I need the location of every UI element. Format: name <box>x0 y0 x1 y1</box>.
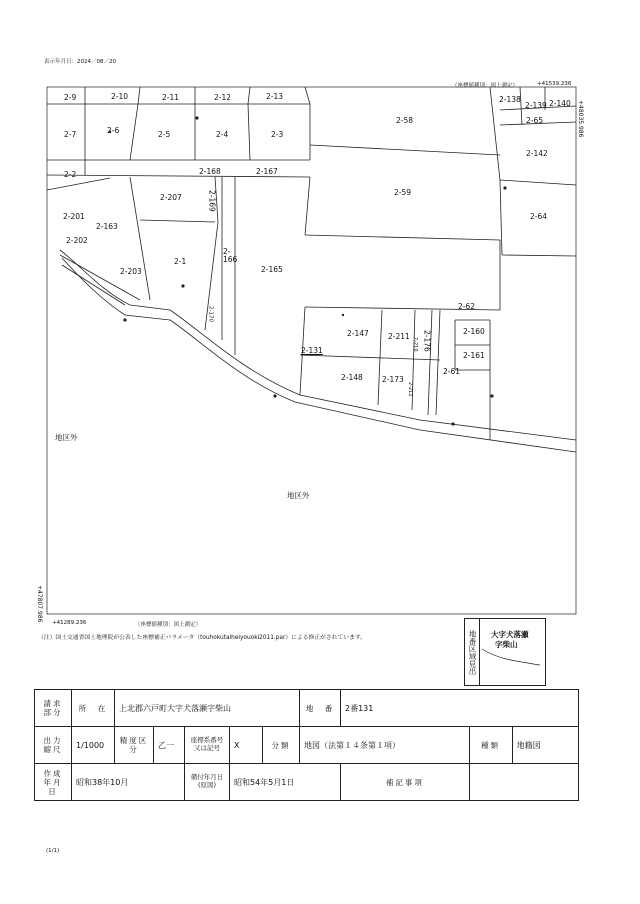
parcel-label: 2-147 <box>347 329 369 338</box>
parcel-label: 2-168 <box>199 167 221 176</box>
parcel-label: 2-59 <box>394 188 412 197</box>
parcel-label: 2-201 <box>63 212 85 221</box>
parcel-label: 2-61 <box>443 367 461 376</box>
class-value: 地図（法第１４条第１項） <box>300 727 470 764</box>
parcel-label: 2-140 <box>549 99 571 108</box>
lot-value: 2番131 <box>341 690 579 727</box>
parcel-label: 2-4 <box>216 130 229 139</box>
supplement-label: 補記事項 <box>341 764 470 801</box>
inset-area-line1: 大字犬落瀬 <box>491 630 529 639</box>
parcel-label: 2-176 <box>422 330 432 352</box>
page-indicator: (1/1) <box>46 848 60 854</box>
parcel-label: 2-2 <box>64 170 77 179</box>
parcel-label: 2-169 <box>207 190 217 212</box>
parcel-label: 2-12 <box>214 93 232 102</box>
parcel-label: 2-167 <box>256 167 278 176</box>
parcel-label: 2-166 <box>223 247 238 264</box>
inset-map-outline <box>480 647 544 683</box>
parcel-label: 2-6 <box>107 126 120 135</box>
parcel-label: 2-5 <box>158 130 171 139</box>
location-value: 上北郡六戸町大字犬落瀬字柴山 <box>115 690 300 727</box>
requester-label: 請求部分 <box>35 690 72 727</box>
parcel-label: 2-3 <box>271 130 284 139</box>
scale-label: 出力縮尺 <box>35 727 72 764</box>
correction-note: （注）国土交通省国土地理院が公表した座標補正パラメータ（touhokutaiheiyouoki2011.par）による修正がされています。 <box>38 635 367 641</box>
type-label: 種類 <box>469 727 512 764</box>
parcel-label: 2-163 <box>96 222 118 231</box>
parcel-label: 2-212 <box>407 382 413 397</box>
outside-area-label: 地区外 <box>55 433 78 442</box>
lot-area-index <box>464 618 546 686</box>
parcel-label: 2-10 <box>111 92 129 101</box>
parcel-label: 2-64 <box>530 212 548 221</box>
parcel-label: 2-1 <box>174 257 187 266</box>
location-label: 所 在 <box>72 690 115 727</box>
coord-label: 座標系番号又は記号 <box>185 727 230 764</box>
created-label: 作成年月日 <box>35 764 72 801</box>
coord-system-top: （座標値種別：図上測定） <box>452 83 519 89</box>
class-label: 分類 <box>263 727 300 764</box>
parcel-label: 2-165 <box>261 265 283 274</box>
parcel-label: 2-203 <box>120 267 142 276</box>
parcel-label: 2-207 <box>160 193 182 202</box>
coord-left-side: +47807.986 <box>36 585 43 623</box>
parcel-label: 2-7 <box>64 130 77 139</box>
parcel-label: 2-161 <box>463 351 485 360</box>
attached-label: 備付年月日(原図) <box>185 764 230 801</box>
property-info-table <box>34 689 579 801</box>
attached-value: 昭和54年5月1日 <box>230 764 341 801</box>
outside-area-label: 地区外 <box>287 491 310 500</box>
coord-right-side: +48035.986 <box>577 100 584 138</box>
parcel-label: 2-13 <box>266 92 284 101</box>
parcel-label: 2-160 <box>463 327 485 336</box>
parcel-label: 2-173 <box>382 375 404 384</box>
parcel-label: 2-139 <box>525 101 547 110</box>
coord-system-bottom: （座標値種別：図上測定） <box>135 622 202 628</box>
parcel-label: 2-202 <box>66 236 88 245</box>
parcel-label: 2-211 <box>388 332 410 341</box>
parcel-label: 2-11 <box>162 93 180 102</box>
coord-value: X <box>230 727 263 764</box>
supplement-value <box>469 764 578 801</box>
parcel-label: 2-9 <box>64 93 77 102</box>
parcel-label: 2-65 <box>526 116 544 125</box>
created-value: 昭和38年10月 <box>72 764 185 801</box>
parcel-label: 2-148 <box>341 373 363 382</box>
coord-bottom-left: +41289.236 <box>52 620 87 626</box>
inset-title: 地番区域見出 <box>465 619 480 685</box>
parcel-label: 2-210 <box>412 337 418 352</box>
lot-label: 地 番 <box>300 690 341 727</box>
print-date: 表示年月日：2024／08／20 <box>44 59 116 65</box>
parcel-label: 2-131 <box>301 346 323 355</box>
parcel-label: 2-58 <box>396 116 414 125</box>
precision-label: 精度区分 <box>115 727 154 764</box>
scale-value: 1/1000 <box>72 727 115 764</box>
type-value: 地籍図 <box>512 727 578 764</box>
parcel-label: 2-138 <box>499 95 521 104</box>
parcel-label: 2-142 <box>526 149 548 158</box>
coord-top-right: +41539.236 <box>537 81 572 87</box>
precision-value: 乙一 <box>154 727 185 764</box>
parcel-label: 2-170 <box>207 306 214 322</box>
inset-area-line2: 字柴山 <box>495 640 518 649</box>
parcel-label: 2-62 <box>458 302 476 311</box>
